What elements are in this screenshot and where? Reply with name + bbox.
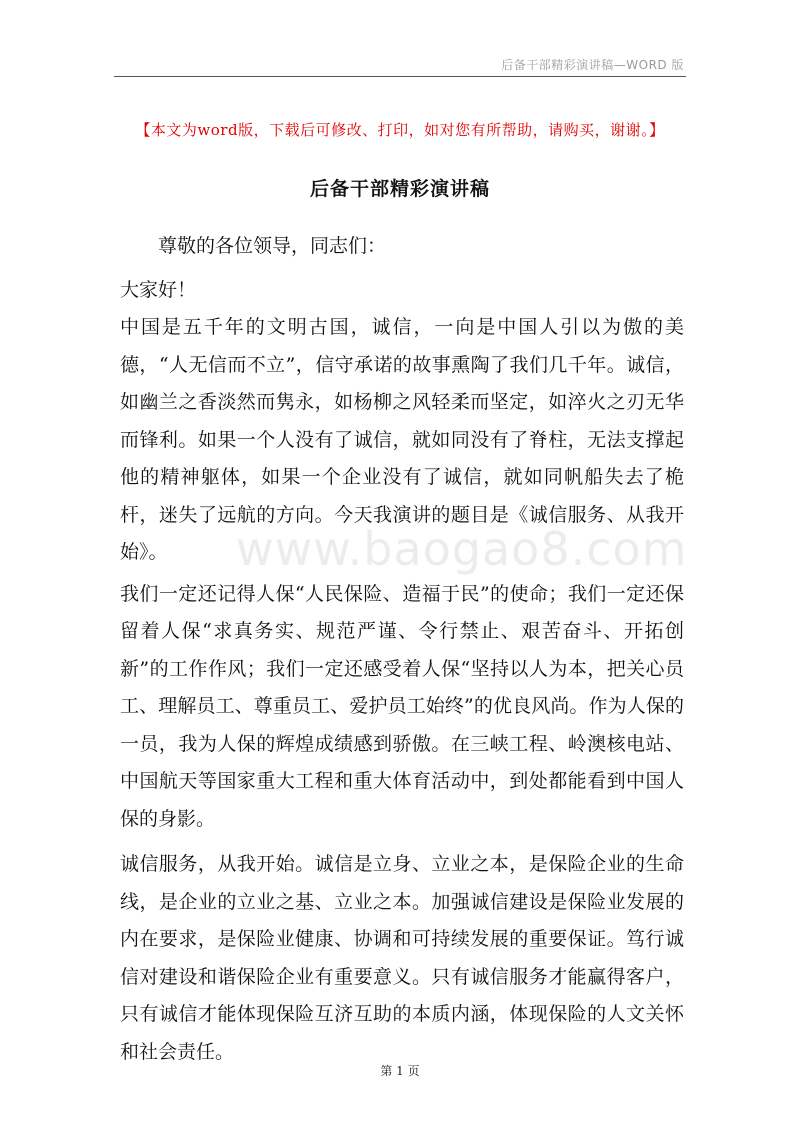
paragraph: 诚信服务，从我开始。诚信是立身、立业之本，是保险企业的生命线，是企业的立业之基、立业之本。加强诚信建设是保险业发展的内在要求，是保险业健康、协调和可持续发展的重要保证。笃行诚信对建设和谐保险企业有重要意义。只有诚信服务才能赢得客户，只有诚信才能体现保险互济互助的本质内涵，体现保险的人文关怀和社会责任。	[120, 853, 684, 1063]
watermark: www.baogao8.com	[236, 522, 688, 576]
document-title: 后备干部精彩演讲稿	[309, 178, 490, 200]
page-number: 第 1 页	[380, 1064, 420, 1078]
paragraph: 我们一定还记得人保“人民保险、造福于民”的使命；我们一定还保留着人保“求真务实、规范严谨、令行禁止、艰苦奋斗、开拓创新”的工作作风；我们一定还感受着人保“坚持以人为本，把关心员工、理解员工、尊重员工、爱护员工始终”的优良风尚。作为人保的一员，我为人保的辉煌成绩感到骄傲。在三峡工程、岭澳核电站、中国航天等国家重大工程和重大体育活动中，到处都能看到中国人保的身影。	[120, 582, 684, 830]
header-title: 后备干部精彩演讲稿—WORD 版	[501, 58, 684, 72]
header-divider	[114, 76, 686, 77]
purchase-notice: 【本文为word版，下载后可修改、打印，如对您有所帮助，请购买，谢谢。】	[135, 121, 665, 139]
greeting: 大家好！	[120, 278, 197, 301]
salutation: 尊敬的各位领导，同志们：	[158, 235, 387, 257]
document-body	[120, 228, 684, 1071]
paragraph: 中国是五千年的文明古国，诚信，一向是中国人引以为傲的美德，“人无信而不立”，信守承诺的故事熏陶了我们几千年。诚信，如幽兰之香淡然而隽永，如杨柳之风轻柔而坚定，如淬火之刃无华而锋利。如果一个人没有了诚信，就如同没有了脊柱，无法支撑起他的精神躯体，如果一个企业没有了诚信，就如同帆船失去了桅杆，迷失了远航的方向。今天我演讲的题目是《诚信服务、从我开始》。	[120, 316, 684, 563]
